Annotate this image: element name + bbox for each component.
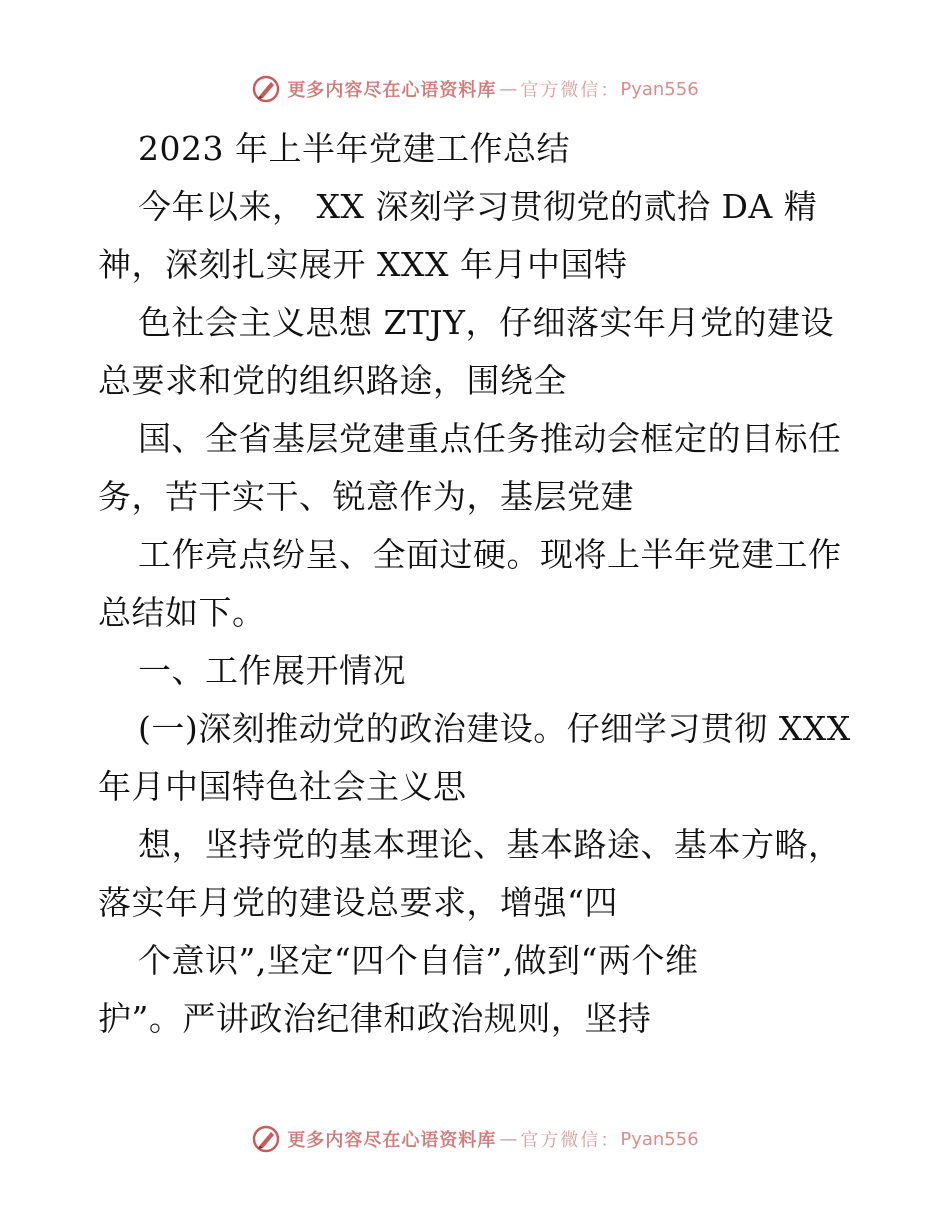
watermark-site-name: 更多内容尽在心语资料库 [287,1130,497,1151]
paragraph-line: 工作亮点纷呈、全面过硬。现将上半年党建工作 [138,535,842,574]
watermark-wechat-id: Pyan556 [620,78,699,100]
paragraph-line: 个意识”,坚定“四个自信”,做到“两个维 [138,941,699,980]
watermark-header [0,72,950,106]
paragraph-line: 落实年月党的建设总要求，增强“四 [98,883,618,922]
watermark-wechat-id: Pyan556 [620,1128,699,1150]
paragraph-line: 神，深刻扎实展开 XXX 年月中国特 [98,245,628,284]
paragraph-line: (一)深刻推动党的政治建设。仔细学习贯彻 XXX [138,709,851,748]
paragraph-line: 今年以来， XX 深刻学习贯彻党的贰拾 DA 精 [138,187,818,226]
pen-seal-icon [251,1124,281,1154]
document-title: 2023 年上半年党建工作总结 [138,129,570,168]
paragraph-line: 总结如下。 [98,593,266,632]
paragraph-line: 想，坚持党的基本理论、基本路途、基本方略， [138,825,842,864]
document-body [98,120,858,1048]
paragraph-line: 护”。严讲政治纪律和政治规则，坚持 [98,999,652,1038]
watermark-separator: — [499,78,518,100]
paragraph-line: 国、全省基层党建重点任务推动会框定的目标任 [138,419,842,458]
paragraph-line: 年月中国特色社会主义思 [98,767,467,806]
paragraph-line: 总要求和党的组织路途，围绕全 [98,361,567,400]
paragraph-line: 色社会主义思想 ZTJY，仔细落实年月党的建设 [138,303,834,342]
pen-seal-icon [251,74,281,104]
watermark-site-name: 更多内容尽在心语资料库 [287,80,497,101]
section-heading: 一、工作展开情况 [138,651,406,690]
paragraph-line: 务，苦干实干、锐意作为，基层党建 [98,477,634,516]
watermark-separator: — [499,1128,518,1150]
watermark-label: 官方微信： [520,1130,621,1151]
watermark-footer [0,1122,950,1156]
watermark-label: 官方微信： [520,80,621,101]
